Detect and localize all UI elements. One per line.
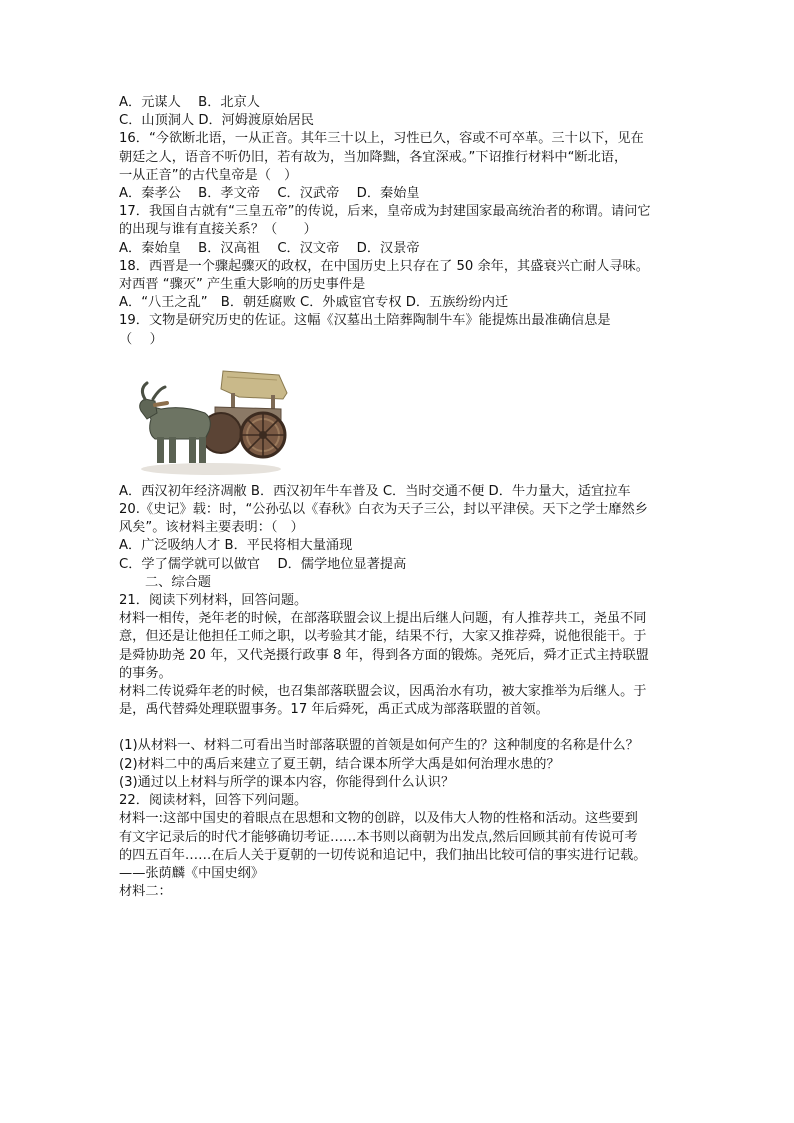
section-heading: 二、综合题 xyxy=(145,574,211,590)
question-18: 18．西晋是一个骤起骤灭的政权，在中国历史上只存在了 50 余年，其盛衰兴亡耐人寻味。 xyxy=(119,258,649,274)
question-21: 21．阅读下列材料，回答问题。 xyxy=(119,593,308,609)
question-text: （ ） xyxy=(119,331,163,347)
material-text: 材料二： xyxy=(119,884,172,900)
option-line: A．元谋人 B．北京人 xyxy=(119,95,260,110)
sub-question: (2)材料二中的禹后来建立了夏王朝，结合课本所学大禹是如何治理水患的？ xyxy=(119,756,560,772)
question-22: 22．阅读材料，回答下列问题。 xyxy=(119,793,308,809)
pottery-ox-cart-figure xyxy=(131,353,291,479)
option-line: A．秦始皇 B．汉高祖 C．汉文帝 D．汉景帝 xyxy=(119,240,420,256)
sub-question: (1)从材料一、材料二可看出当时部落联盟的首领是如何产生的？这种制度的名称是什么？ xyxy=(119,738,639,754)
material-text: 有文字记录后的时代才能够确切考证……本书则以商朝为出发点,然后回顾其前有传说可考 xyxy=(119,829,638,845)
option-line: C．学了儒学就可以做官 D．儒学地位显著提高 xyxy=(119,556,407,572)
question-19: 19．文物是研究历史的佐证。这幅《汉墓出土陪葬陶制牛车》能提炼出最准确信息是 xyxy=(119,313,611,329)
material-text: 是，禹代替舜处理联盟事务。17 年后舜死，禹正式成为部落联盟的首领。 xyxy=(119,702,549,718)
material-text: 的四五百年……在后人关于夏朝的一切传说和追记中，我们抽出比较可信的事实进行记载。 xyxy=(119,847,647,863)
option-line: A．广泛吸纳人才 B．平民将相大量涌现 xyxy=(119,538,353,554)
question-text: 对西晋 “骤灭” 产生重大影响的历史事件是 xyxy=(119,277,366,293)
option-line: A．“八王之乱” B．朝廷腐败 C．外戚宦官专权 D．五族纷纷内迁 xyxy=(119,295,509,311)
option-line: A．秦孝公 B．孝文帝 C．汉武帝 D．秦始皇 xyxy=(119,186,420,202)
question-text: 一从正音”的古代皇帝是（ ） xyxy=(119,167,298,183)
question-16: 16．“今欲断北语，一从正音。其年三十以上，习性已久，容或不可卒革。三十以下，见在 xyxy=(119,131,644,147)
material-text: 材料一:这部中国史的着眼点在思想和文物的创辟，以及伟大人物的性格和活动。这些要到 xyxy=(119,811,638,827)
blank-line xyxy=(119,719,679,737)
question-text: 朝廷之人，语音不听仍旧，若有故为，当加降黜，各宜深戒。”下诏推行材料中“断北语， xyxy=(119,149,628,165)
question-text: 的出现与谁有直接关系？（ ） xyxy=(119,222,317,238)
citation: ——张荫麟《中国史纲》 xyxy=(119,865,265,881)
sub-question: (3)通过以上材料与所学的课本内容，你能得到什么认识？ xyxy=(119,774,455,790)
document-page xyxy=(119,94,679,901)
question-20: 20.《史记》载：时，“公孙弘以《春秋》白衣为天子三公，封以平津侯。天下之学士靡然乡 xyxy=(119,502,648,518)
material-text: 材料一相传，尧年老的时候，在部落联盟会议上提出后继人问题，有人推荐共工，尧虽不同 xyxy=(119,611,647,627)
question-text: 风矣”。该材料主要表明：（ ） xyxy=(119,520,304,536)
material-text: 意，但还是让他担任工师之职，以考验其才能，结果不行，大家又推荐舜，说他很能干。于 xyxy=(119,629,647,645)
material-text: 材料二传说舜年老的时候，也召集部落联盟会议，因禹治水有功，被大家推举为后继人。于 xyxy=(119,684,647,700)
question-17: 17．我国自古就有“三皇五帝”的传说，后来，皇帝成为封建国家最高统治者的称谓。请问它 xyxy=(119,204,651,220)
option-line: A．西汉初年经济凋敝 B．西汉初年牛车普及 C．当时交通不便 D．牛力量大，适宜拉车 xyxy=(119,483,631,499)
material-text: 的事务。 xyxy=(119,665,172,681)
option-line: C．山顶洞人 D．河姆渡原始居民 xyxy=(119,113,314,129)
material-text: 是舜协助尧 20 年，又代尧摄行政事 8 年，得到各方面的锻炼。尧死后，舜才正式主持联盟 xyxy=(119,647,649,663)
ox-cart-image xyxy=(131,353,291,479)
